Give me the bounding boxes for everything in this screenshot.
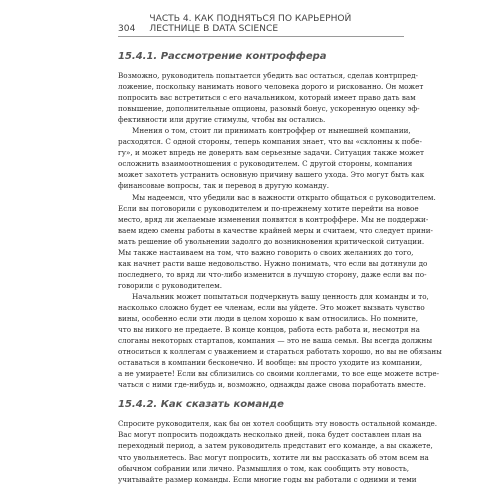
body-line: слоганы некоторых стартапов, компания — это не ваша семья. Вы всегда должны (118, 336, 433, 346)
body-line: относиться к коллегам с уважением и стараться работать хорошо, но вы не обязаны (118, 347, 442, 357)
running-header (118, 16, 404, 37)
body-line: финансовые вопросы, так и перевод в другую команду. (118, 181, 329, 191)
body-line: Мнения о том, стоит ли принимать контроффер от нынешней компании, (132, 126, 411, 136)
body-line: Мы надеемся, что убедили вас в важности открыто общаться с руководителем. (132, 192, 436, 202)
body-line: последнего, то вряд ли что-либо изменится в лучшую сторону, даже если вы по- (118, 269, 427, 279)
body-line: попросить вас встретиться с его начальником, который имеет право дать вам (118, 93, 416, 103)
body-line: учитывайте размер команды. Если многие годы вы работали с одними и теми (118, 474, 417, 484)
body-line: расходятся. С одной стороны, теперь компания знает, что вы «склонны к побе- (118, 137, 422, 147)
body-line: ложение, поскольку нанимать нового человека дорого и рискованно. Он может (118, 82, 424, 92)
body-line: Мы также настаиваем на том, что важно говорить о своих желаниях до того, (118, 247, 414, 257)
body-line: что увольняетесь. Вас могут попросить, хотите ли вы рассказать об этом всем на (118, 452, 429, 462)
body-line: переходный период, а затем руководитель представит его команде, а вы скажете, (118, 441, 433, 451)
body-line: оставаться в компании бесконечно. И вообще: вы просто уходите из компании, (118, 358, 423, 368)
body-line: гу», и может впредь не доверять вам серьезные задачи. Ситуация также может (118, 148, 425, 158)
body-line: фективности или другие стимулы, чтобы вы остались. (118, 115, 326, 125)
body-line: место, вряд ли желаемые изменения появятся в контроффере. Мы не поддержи- (118, 214, 429, 224)
body-line: Спросите руководителя, как бы он хотел сообщить эту новость остальной команде. (118, 419, 438, 429)
page-body (118, 45, 442, 485)
section-heading: 15.4.2. Как сказать команде (118, 399, 284, 411)
body-line: насколько сложно будет ее членам, если вы уйдете. Это может вызвать чувство (118, 302, 425, 312)
body-line: как начнет расти ваше недовольство. Нужно понимать, что если вы дотянули до (118, 258, 428, 268)
body-line: обычном собрании или лично. Размышляя о том, как сообщить эту новость, (118, 463, 410, 473)
body-line: Если вы поговорили с руководителем и по-прежнему хотите перейти на новое (118, 203, 419, 213)
section-heading: 15.4.1. Рассмотрение контроффера (118, 51, 327, 62)
body-line: вины, особенно если эти люди в целом хорошо к вам относились. Но помните, (118, 314, 419, 324)
body-line: Вас могут попросить подождать несколько дней, пока будет составлен план на (118, 430, 422, 440)
body-line: что вы никого не предаете. В конце концов, работа есть работа и, несмотря на (118, 325, 420, 335)
body-line: Начальник может попытаться подчеркнуть вашу ценность для команды и то, (132, 291, 429, 301)
body-line: мать решение об увольнении задолго до возникновения критической ситуации. (118, 236, 425, 246)
body-line: повышение, дополнительные опционы, разовый бонус, ускоренную оценку эф- (118, 104, 420, 114)
body-line: ваем идею смены работы в качестве крайней меры и считаем, что следует прини- (118, 225, 433, 235)
page-number: 304 (118, 24, 136, 34)
body-line: может захотеть устранить основную причину вашего ухода. Это могут быть как (118, 170, 425, 180)
body-line: Возможно, руководитель попытается убедить вас остаться, сделав контрпред- (118, 71, 418, 80)
body-line: чаться с ними где-нибудь и, возможно, однажды даже снова поработать вместе. (118, 380, 426, 390)
body-line: осложнить взаимоотношения с руководителем. С другой стороны, компания (118, 159, 413, 169)
body-line: говорили с руководителем. (118, 280, 222, 290)
running-title: ЧАСТЬ 4. КАК ПОДНЯТЬСЯ ПО КАРЬЕРНОЙ ЛЕСТНИЦЕ В DATA SCIENCE (149, 14, 352, 34)
body-line: а не умираете! Если вы сблизились со своими коллегами, то все еще можете встре- (118, 369, 440, 379)
